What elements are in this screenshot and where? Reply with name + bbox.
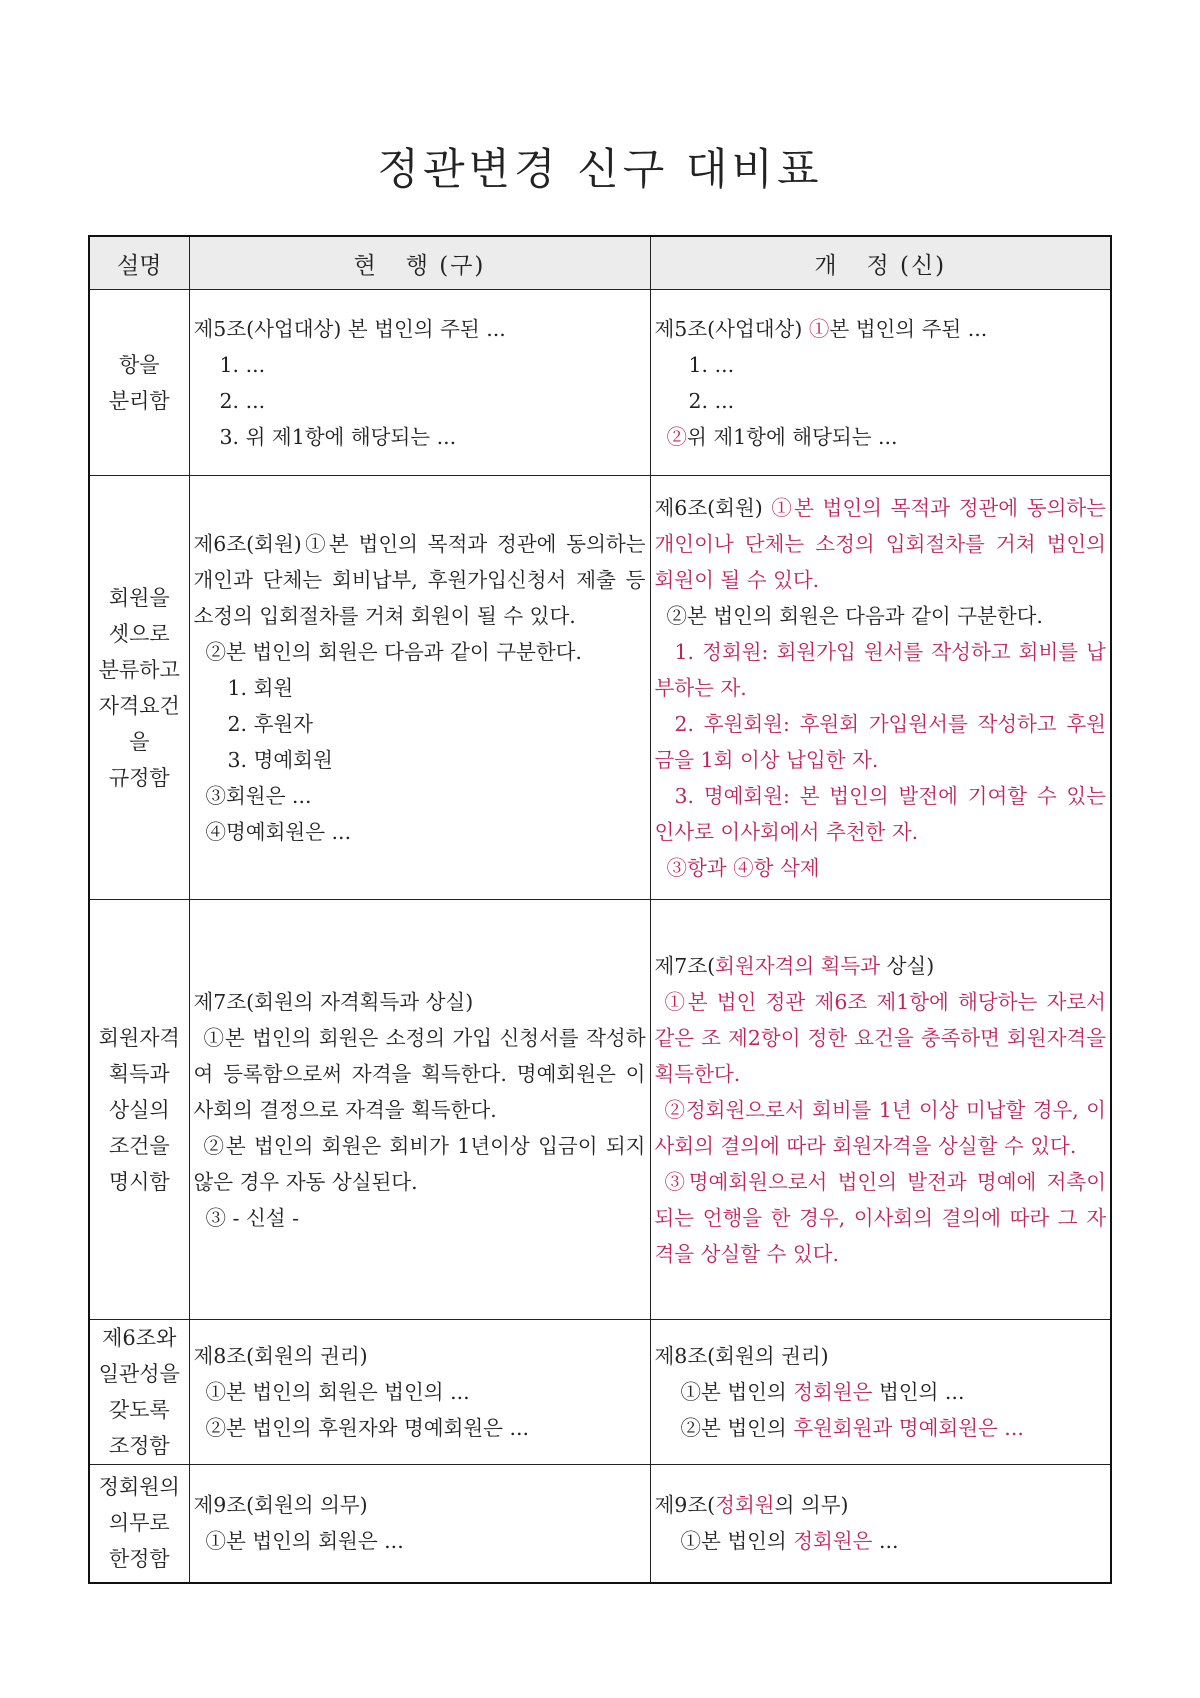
row-description: 회원자격 획득과 상실의 조건을 명시함	[89, 900, 189, 1320]
header-current: 현 행 (구)	[189, 236, 650, 290]
current-text: 제8조(회원의 권리) ①본 법인의 회원은 법인의 ... ②본 법인의 후원자와 명예회원은 ...	[189, 1320, 650, 1465]
row-description: 회원을 셋으로 분류하고 자격요건 을 규정함	[89, 476, 189, 900]
table-row	[89, 900, 1111, 1320]
table-row	[89, 290, 1111, 476]
comparison-table	[88, 235, 1112, 1584]
revised-text: 제8조(회원의 권리) ①본 법인의 정회원은 법인의 ... ②본 법인의 후원회원과 명예회원은 ...	[650, 1320, 1111, 1465]
row-description: 정회원의 의무로 한정함	[89, 1465, 189, 1583]
table-row	[89, 1320, 1111, 1465]
revised-text: 제5조(사업대상) ①본 법인의 주된 ... 1. ... 2. ... ②위 제1항에 해당되는 ...	[650, 290, 1111, 476]
current-text: 제9조(회원의 의무) ①본 법인의 회원은 ...	[189, 1465, 650, 1583]
document-title: 정관변경 신구 대비표	[377, 145, 823, 195]
revised-text: 제6조(회원) ①본 법인의 목적과 정관에 동의하는 개인이나 단체는 소정의 입회절차를 거쳐 법인의 회원이 될 수 있다. ②본 법인의 회원은 다음과 같이 구분한다. 1. 정회원: 회원가입 원서를 작성하고 회비를 납부하는 자. 2. 후원회원: 후원회 가입원서를 작성하고 후원금을 1회 이상 납입한 자. 3. 명예회원: 본 법인의 발전에 기여할 수 있는 인사로 이사회에서 추천한 자. ③항과 ④항 삭제	[650, 476, 1111, 900]
revised-text: 제7조(회원자격의 획득과 상실) ①본 법인 정관 제6조 제1항에 해당하는 자로서 같은 조 제2항이 정한 요건을 충족하면 회원자격을 획득한다. ②정회원으로서 회비를 1년 이상 미납할 경우, 이사회의 결의에 따라 회원자격을 상실할 수 있다. ③명예회원으로서 법인의 발전과 명예에 저촉이 되는 언행을 한 경우, 이사회의 결의에 따라 그 자격을 상실할 수 있다.	[650, 900, 1111, 1320]
header-revised: 개 정 (신)	[650, 236, 1111, 290]
row-description: 제6조와 일관성을 갖도록 조정함	[89, 1320, 189, 1465]
current-text: 제6조(회원)①본 법인의 목적과 정관에 동의하는 개인과 단체는 회비납부, 후원가입신청서 제출 등 소정의 입회절차를 거쳐 회원이 될 수 있다. ②본 법인의 회원은 다음과 같이 구분한다. 1. 회원 2. 후원자 3. 명예회원 ③회원은 ... ④명예회원은 ...	[189, 476, 650, 900]
header-description: 설명	[89, 236, 189, 290]
table-row	[89, 1465, 1111, 1583]
table-row	[89, 476, 1111, 900]
current-text: 제5조(사업대상) 본 법인의 주된 ... 1. ... 2. ... 3. 위 제1항에 해당되는 ...	[189, 290, 650, 476]
revised-text: 제9조(정회원의 의무) ①본 법인의 정회원은 ...	[650, 1465, 1111, 1583]
current-text: 제7조(회원의 자격획득과 상실) ①본 법인의 회원은 소정의 가입 신청서를 작성하여 등록함으로써 자격을 획득한다. 명예회원은 이사회의 결정으로 자격을 획득한다. ②본 법인의 회원은 회비가 1년이상 입금이 되지 않은 경우 자동 상실된다. ③ - 신설 -	[189, 900, 650, 1320]
row-description: 항을 분리함	[89, 290, 189, 476]
table-header-row	[89, 236, 1111, 290]
